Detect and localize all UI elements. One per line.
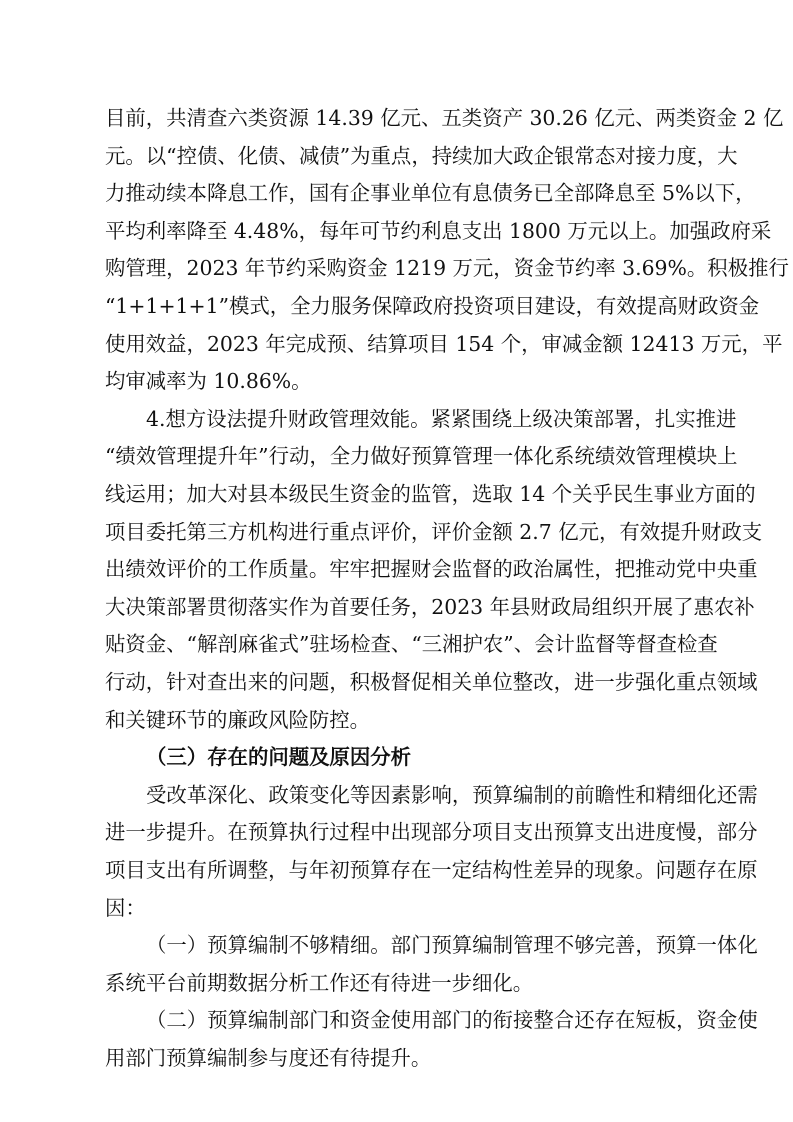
p5-line-1: （二）预算编制部门和资金使用部门的衔接整合还存在短板，资金使 [146, 1008, 758, 1033]
p5-line-2: 用部门预算编制参与度还有待提升。 [105, 1046, 432, 1070]
p1-line-1: 目前，共清查六类资源 14.39 亿元、五类资产 30.26 亿元、两类资金 2 亿 [105, 106, 784, 130]
p1-line-6: “1+1+1+1”模式，全力服务保障政府投资项目建设，有效提高财政资金 [105, 294, 760, 318]
p3-line-4: 因： [105, 895, 146, 920]
p1-line-5: 购管理，2023 年节约采购资金 1219 万元，资金节约率 3.69%。积极推行 [105, 256, 789, 281]
p2-line-2: “绩效管理提升年”行动，全力做好预算管理一体化系统绩效管理模块上 [105, 444, 738, 469]
p2-line-8: 行动，针对查出来的问题，积极督促相关单位整改，进一步强化重点领域 [105, 670, 758, 694]
p2-line-7: 贴资金、“解剖麻雀式”驻场检查、“三湘护农”、会计监督等督查检查 [105, 632, 718, 657]
p3-line-1: 受改革深化、政策变化等因素影响，预算编制的前瞻性和精细化还需 [146, 782, 758, 807]
p1-line-3: 力推动续本降息工作，国有企事业单位有息债务已全部降息至 5%以下， [105, 181, 756, 206]
p2-line-5: 出绩效评价的工作质量。牢牢把握财会监督的政治属性，把推动党中央重 [105, 557, 758, 582]
section-heading: （三）存在的问题及原因分析 [146, 745, 412, 770]
p4-line-2: 系统平台前期数据分析工作还有待进一步细化。 [105, 970, 534, 995]
p4-line-1: （一）预算编制不够精细。部门预算编制管理不够完善，预算一体化 [146, 933, 758, 958]
p1-line-7: 使用效益，2023 年完成预、结算项目 154 个，审减金额 12413 万元，平 [105, 331, 783, 356]
p1-line-8: 均审减率为 10.86%。 [105, 369, 312, 394]
p3-line-2: 进一步提升。在预算执行过程中出现部分项目支出预算支出进度慢，部分 [105, 820, 758, 845]
p2-line-4: 项目委托第三方机构进行重点评价，评价金额 2.7 亿元，有效提升财政支 [105, 519, 763, 544]
p2-line-9: 和关键环节的廉政风险防控。 [105, 707, 371, 732]
p2-line-1: 4.想方设法提升财政管理效能。紧紧围绕上级决策部署，扎实推进 [146, 406, 737, 431]
p1-line-4: 平均利率降至 4.48%，每年可节约利息支出 1800 万元以上。加强政府采 [105, 218, 772, 243]
p3-line-3: 项目支出有所调整，与年初预算存在一定结构性差异的现象。问题存在原 [105, 858, 758, 882]
p2-line-3: 线运用；加大对县本级民生资金的监管，选取 14 个关乎民生事业方面的 [105, 482, 756, 506]
p2-line-6: 大决策部署贯彻落实作为首要任务，2023 年县财政局组织开展了惠农补 [105, 594, 755, 619]
p1-line-2: 元。以“控债、化债、减债”为重点，持续加大政企银常态对接力度，大 [105, 143, 738, 168]
